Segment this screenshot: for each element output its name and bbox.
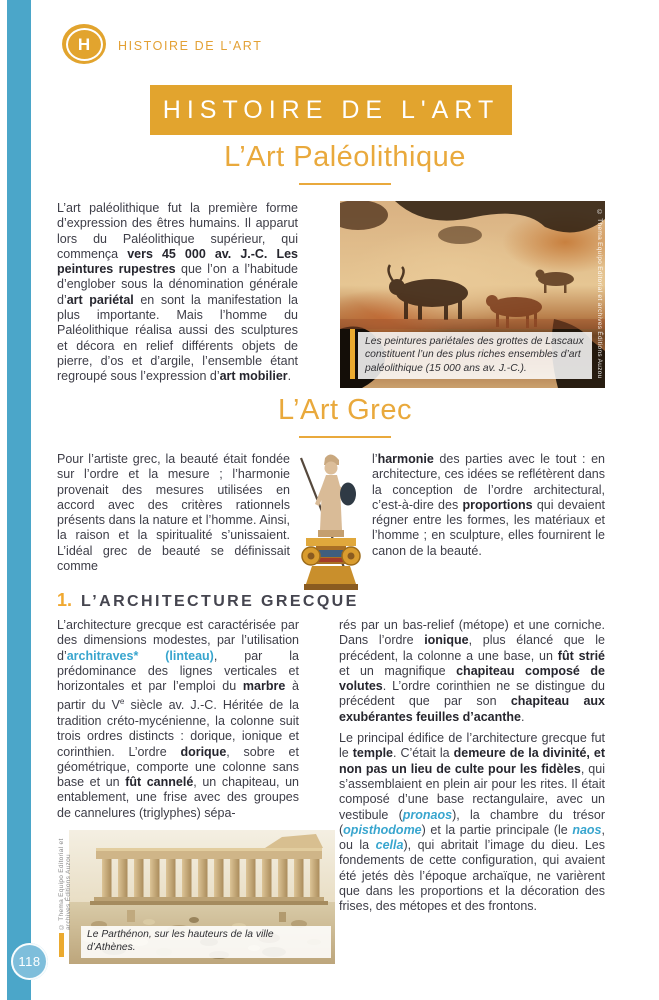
chapter-banner (150, 85, 512, 135)
paleolithic-title-block (31, 141, 659, 185)
logo-letter: H (77, 34, 91, 54)
parthenon-photo-credit: © Thema Equipo Editorial et archives Éditions Auzou (58, 838, 72, 931)
architecture-left-column (57, 618, 299, 964)
greek-left-paragraph: Pour l’artiste grec, la beauté était fondée sur l’ordre et la mesure ; l’harmonie provenait des mesures utilisées en accord avec des critères rationnels présents dans la nature et l’homme. Ainsi, la raison et la spiritualité s’unissaient. L’idéal grec de beauté se définissait comme (57, 452, 290, 574)
parthenon-caption: Le Parthénon, sur les hauteurs de la ville d’Athènes. (81, 926, 331, 958)
architecture-heading-number: 1. (57, 590, 73, 610)
architecture-right-paragraph-2: Le principal édifice de l’architecture grecque fut le temple. C’était la demeure de la divinité, et non pas un lieu de culte pour les fidèles, qui s’assemblaient en plein air pour les rites. Il était composé d’une base rectangulaire, avec un vestibule (pronaos), la chambre du trésor (opisthodome) et la partie principale (le naos, ou la cella), qui abritait l’image du dieu. Les fondements de cette configuration, qui avaient été jetés dès l’époque archaïque, ne varièrent que dans les proportions et la décoration des frises, des métopes et des frontons. (339, 731, 606, 914)
architecture-right-paragraph-1: rés par un bas-relief (métope) et une corniche. Dans l’ordre ionique, plus élancé que le précédent, la colonne a une base, un fût strié et un magnifique chapiteau composé de volutes. L’ordre corinthien ne se distingue du précédent que par son chapiteau aux exubérantes feuilles d’acanthe. (339, 618, 606, 724)
architecture-section (57, 618, 605, 964)
athena-statue-figure (293, 452, 369, 592)
header-label: HISTOIRE DE L'ART (118, 39, 263, 53)
lascaux-photo-credit: © Thema Equipo Editorial et archives Éditions Auzou (596, 209, 603, 379)
title-underline (299, 183, 391, 185)
paleolithic-paragraph: L’art paléolithique fut la première forme d’expression des êtres humains. Il apparut lors du Paléolithique supérieur, qui commença vers 45 000 av. J.-C. Les peintures rupestres que l’on a l’habitude d’englober sous la dénomination générale d’art pariétal en sont la manifestation la plus importante. Mais l’homme du Paléolithique réalisa aussi des sculptures et décora en relief différents objets de pierre, d’os et d’argile, l’ensemble étant regroupé sous l’expression d’art mobilier. (57, 201, 298, 384)
architecture-right-column (339, 618, 605, 964)
section-title-art-grec: L’Art Grec (278, 394, 412, 426)
histoire-art-logo (62, 24, 106, 64)
greek-right-paragraph: l’harmonie des parties avec le tout : en architecture, ces idées se reflétèrent dans la conception de l’ordre architectural, c’est-à-dire des proportions qui devaient régner entre les formes, les matériaux et l’homme ; en sculpture, elles fournirent le canon de la beauté. (372, 452, 605, 558)
architecture-heading (57, 590, 359, 611)
lascaux-figure (340, 201, 605, 388)
lascaux-caption: Les peintures pariétales des grottes de Lascaux constituent l’un des plus riches ensembles d’art paléolithique (15 000 ans av. J.-C.). (358, 332, 592, 379)
architecture-left-paragraph: L’architecture grecque est caractérisée par des dimensions modestes, par l’utilisation d’architraves* (linteau), par la prédominance des lignes verticales et horizontales et par l’emploi du marbre à partir du Ve siècle av. J.-C. Héritée de la tradition créto-mycénienne, la colonne suit trois ordres distincts : dorique, ionique et corinthien. L’ordre dorique, sobre et géométrique, comporte une colonne sans base et un fût cannelé, un chapiteau, un entablement, une frise avec des groupes de cannelures (triglyphes) sépa- (57, 618, 299, 820)
parthenon-figure (58, 830, 335, 964)
chapter-banner-title: HISTOIRE DE L'ART (162, 95, 500, 124)
left-edge-bar (7, 0, 31, 1000)
paleolithic-section (57, 201, 605, 388)
greek-title-block (31, 394, 659, 438)
logo-ring (66, 28, 103, 61)
athena-statue-illustration (293, 452, 369, 592)
greek-section (57, 452, 605, 592)
page-number: 118 (18, 954, 41, 969)
page-number-badge (11, 943, 48, 980)
architecture-heading-title: L’ARCHITECTURE GRECQUE (81, 593, 359, 610)
title-underline (299, 436, 391, 438)
lascaux-caption-accent-bar (350, 329, 355, 379)
section-title-paleolithique: L’Art Paléolithique (224, 141, 466, 173)
parthenon-caption-accent-bar (59, 933, 64, 957)
